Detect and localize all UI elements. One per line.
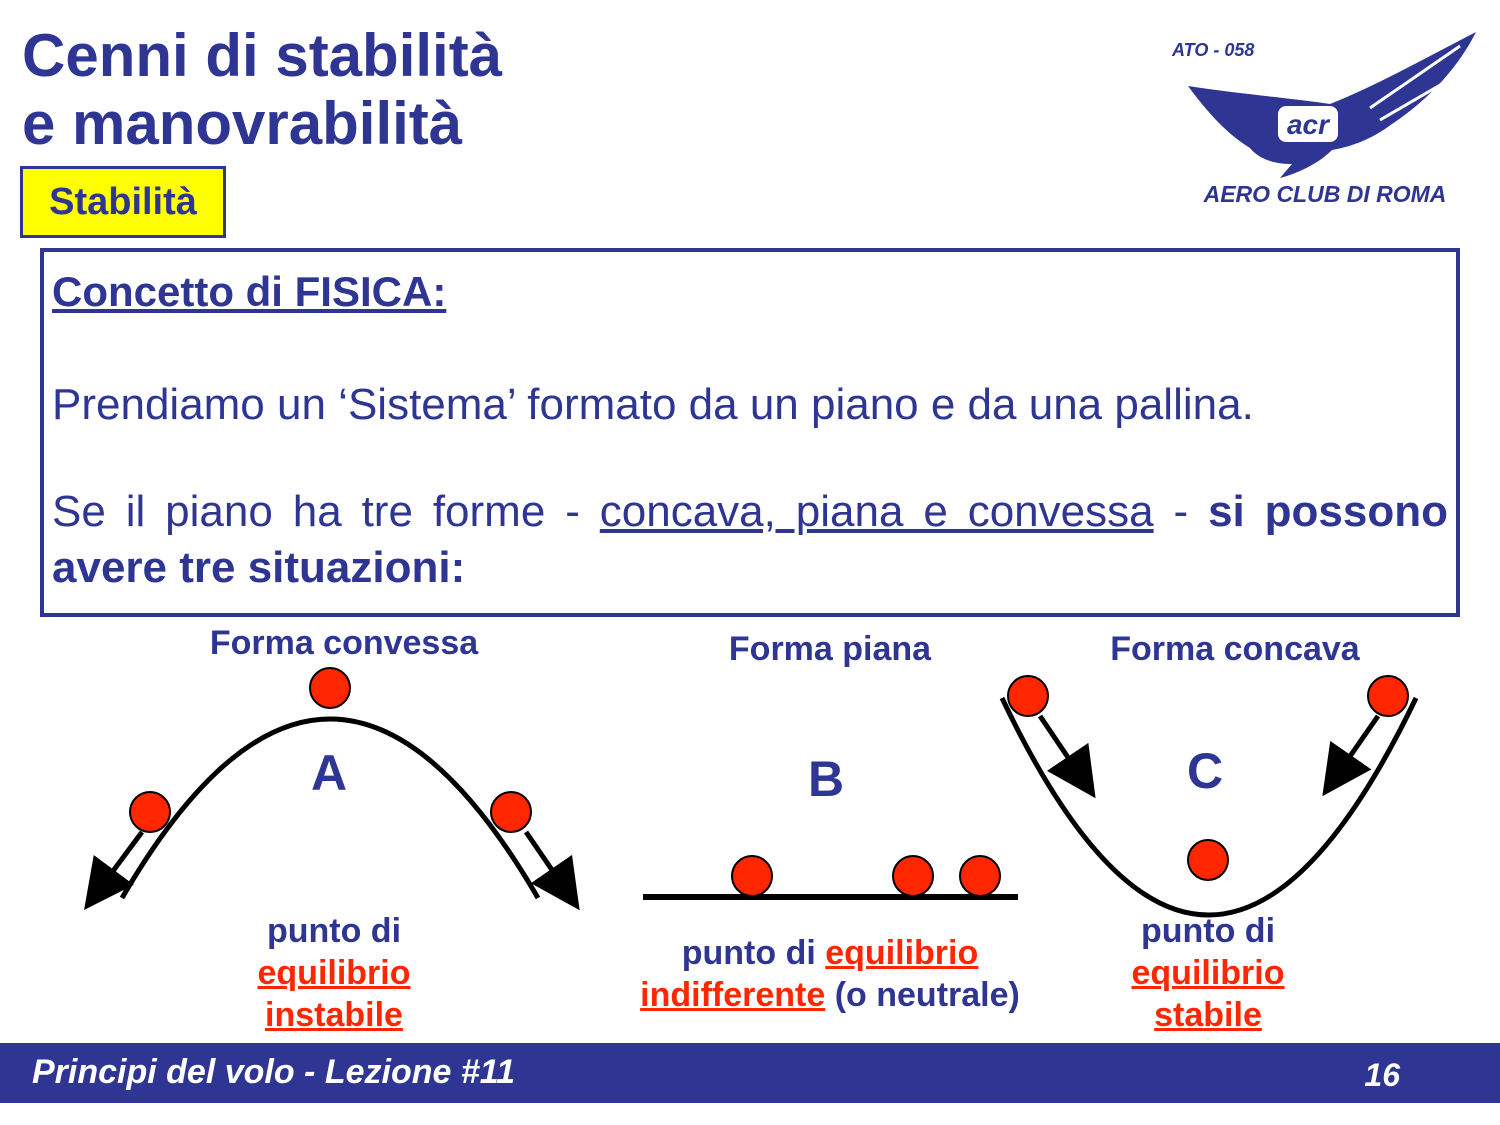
- label-stable: [1088, 910, 1328, 1036]
- ball-b-3: [960, 856, 1000, 896]
- ball-c-left: [1008, 676, 1048, 716]
- concept-paragraph-1: Prendiamo un ‘Sistema’ formato da un piano e da una pallina.: [52, 380, 1254, 429]
- footer-course-title: Principi del volo - Lezione #11: [32, 1053, 516, 1091]
- label-neutral-red-2: indifferente: [640, 976, 826, 1014]
- title-line-2: e manovrabilità: [22, 90, 463, 157]
- paragraph-2-dash: -: [1153, 487, 1209, 536]
- concept-box: [40, 248, 1460, 617]
- label-neutral-red-1: equilibrio: [825, 934, 979, 972]
- letter-a: A: [311, 745, 348, 801]
- label-unstable-line-3: instabile: [265, 996, 403, 1034]
- label-stable-line-3: stabile: [1154, 996, 1262, 1034]
- label-stable-line-1: punto di: [1140, 912, 1276, 950]
- ball-a-left: [130, 792, 170, 832]
- aero-club-logo: [1160, 24, 1490, 214]
- stability-diagram: [0, 620, 1500, 1040]
- concept-paragraph-2: [52, 484, 1448, 596]
- paragraph-2-intro: Se il piano ha tre forme -: [52, 487, 600, 536]
- label-neutral-line-1: [620, 932, 1040, 974]
- ball-a-right: [491, 792, 531, 832]
- arrow-c-right: [1328, 716, 1378, 788]
- logo-top-text: ATO - 058: [1172, 40, 1255, 60]
- concept-heading: Concetto di FISICA:: [52, 268, 447, 315]
- arrow-left-down: [90, 832, 142, 902]
- footer-bar: [0, 1043, 1500, 1103]
- caption-convex: Forma convessa: [209, 624, 479, 662]
- paragraph-2-conclusion: si possono avere tre situazioni:: [52, 487, 1449, 592]
- footer-page-number: 16: [1364, 1057, 1400, 1093]
- paragraph-2-shapes: concava, piana e convessa: [599, 487, 1154, 536]
- caption-concave: Forma concava: [1110, 630, 1360, 668]
- section-badge: Stabilità: [20, 166, 226, 238]
- label-unstable: [214, 910, 454, 1036]
- label-neutral-intro: punto di: [681, 934, 826, 972]
- logo-emblem-text: acr: [1286, 109, 1330, 140]
- label-neutral-outro: (o neutrale): [825, 976, 1020, 1014]
- ball-c-right: [1368, 676, 1408, 716]
- letter-b: B: [808, 751, 845, 807]
- concave-surface: [1002, 698, 1416, 915]
- label-stable-line-2: equilibrio: [1131, 954, 1285, 992]
- ball-b-1: [732, 856, 772, 896]
- label-unstable-line-1: punto di: [266, 912, 402, 950]
- logo-bottom-text: AERO CLUB DI ROMA: [1203, 181, 1447, 207]
- label-neutral: [620, 932, 1040, 1016]
- page-title: [22, 22, 502, 158]
- title-line-1: Cenni di stabilità: [22, 22, 503, 89]
- ball-a-top: [310, 668, 350, 708]
- ball-c-bottom: [1188, 840, 1228, 880]
- caption-flat: Forma piana: [728, 630, 932, 668]
- ball-b-2: [893, 856, 933, 896]
- label-unstable-line-2: equilibrio: [257, 954, 411, 992]
- label-neutral-line-2: [620, 974, 1040, 1016]
- letter-c: C: [1187, 743, 1224, 799]
